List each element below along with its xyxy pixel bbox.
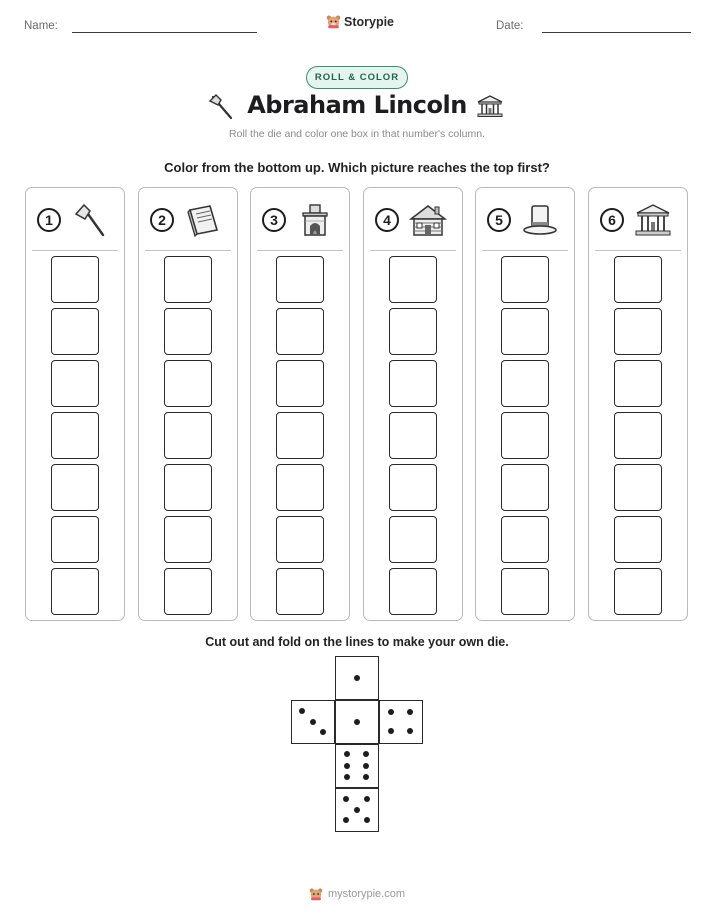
- dice-column-4: [363, 187, 463, 621]
- die-instruction: Cut out and fold on the lines to make your own die.: [205, 635, 509, 649]
- die-pip: [354, 719, 360, 725]
- color-box[interactable]: [164, 516, 212, 563]
- color-box[interactable]: [276, 256, 324, 303]
- color-box[interactable]: [164, 308, 212, 355]
- color-box[interactable]: [389, 256, 437, 303]
- dice-column-5: [475, 187, 575, 621]
- die-pip: [363, 763, 369, 769]
- color-box[interactable]: [276, 412, 324, 459]
- die-pip: [354, 807, 360, 813]
- die-pip: [343, 796, 349, 802]
- color-box[interactable]: [389, 412, 437, 459]
- color-box[interactable]: [389, 516, 437, 563]
- color-box[interactable]: [501, 464, 549, 511]
- color-box[interactable]: [51, 256, 99, 303]
- bear-mascot-icon: [309, 887, 323, 901]
- color-instruction: Color from the bottom up. Which picture reaches the top first?: [164, 160, 550, 175]
- die-pip: [299, 708, 305, 714]
- die-pip: [388, 728, 394, 734]
- column-number: 3: [262, 208, 286, 232]
- date-label: Date:: [496, 20, 524, 32]
- bear-mascot-icon: [326, 14, 341, 29]
- column-number: 4: [375, 208, 399, 232]
- column-header: [251, 188, 349, 251]
- die-face: [335, 788, 379, 832]
- die-face: [291, 700, 335, 744]
- die-face: [379, 700, 423, 744]
- color-box[interactable]: [164, 360, 212, 407]
- die-pip: [320, 729, 326, 735]
- die-pip: [363, 774, 369, 780]
- column-header: [26, 188, 124, 251]
- date-line[interactable]: [542, 32, 691, 33]
- log-cabin-icon: [409, 202, 447, 238]
- color-box[interactable]: [501, 412, 549, 459]
- die-pip: [364, 817, 370, 823]
- color-box[interactable]: [389, 360, 437, 407]
- color-box[interactable]: [51, 360, 99, 407]
- die-pip: [344, 763, 350, 769]
- color-box[interactable]: [51, 568, 99, 615]
- color-box[interactable]: [614, 360, 662, 407]
- color-box[interactable]: [501, 256, 549, 303]
- die-pip: [407, 728, 413, 734]
- dice-column-3: [250, 187, 350, 621]
- die-pip: [354, 675, 360, 681]
- die-face: [335, 744, 379, 788]
- color-box[interactable]: [164, 568, 212, 615]
- color-box[interactable]: [164, 412, 212, 459]
- die-pip: [343, 817, 349, 823]
- subtitle: Roll the die and color one box in that number's column.: [229, 128, 485, 140]
- die-pip: [364, 796, 370, 802]
- government-building-icon: [634, 202, 672, 238]
- brand-name: Storypie: [344, 14, 395, 29]
- die-face: [335, 656, 379, 700]
- color-box[interactable]: [276, 464, 324, 511]
- color-box[interactable]: [501, 360, 549, 407]
- color-box[interactable]: [276, 308, 324, 355]
- column-divider: [32, 250, 118, 251]
- footer-url[interactable]: mystorypie.com: [327, 888, 406, 900]
- color-box[interactable]: [614, 308, 662, 355]
- color-box[interactable]: [501, 308, 549, 355]
- column-number: 6: [600, 208, 624, 232]
- column-number: 2: [150, 208, 174, 232]
- column-header: [589, 188, 687, 251]
- color-box[interactable]: [164, 464, 212, 511]
- color-box[interactable]: [51, 464, 99, 511]
- roll-color-badge: ROLL & COLOR: [306, 66, 408, 89]
- column-divider: [370, 250, 456, 251]
- color-box[interactable]: [614, 412, 662, 459]
- color-box[interactable]: [389, 568, 437, 615]
- dice-column-2: [138, 187, 238, 621]
- page-title: Abraham Lincoln: [247, 91, 467, 119]
- top-hat-icon: [521, 202, 559, 238]
- color-box[interactable]: [501, 516, 549, 563]
- die-pip: [407, 709, 413, 715]
- color-box[interactable]: [614, 568, 662, 615]
- color-box[interactable]: [614, 464, 662, 511]
- brand-logo: [326, 14, 394, 29]
- color-box[interactable]: [51, 308, 99, 355]
- color-box[interactable]: [51, 516, 99, 563]
- name-label: Name:: [24, 20, 58, 32]
- color-box[interactable]: [164, 256, 212, 303]
- column-header: [364, 188, 462, 251]
- color-box[interactable]: [276, 568, 324, 615]
- color-box[interactable]: [389, 464, 437, 511]
- die-pip: [363, 751, 369, 757]
- dice-column-1: [25, 187, 125, 621]
- color-box[interactable]: [51, 412, 99, 459]
- footer: [0, 887, 714, 901]
- name-line[interactable]: [72, 32, 257, 33]
- fireplace-icon: [296, 202, 334, 238]
- dice-column-6: [588, 187, 688, 621]
- die-face: [335, 700, 379, 744]
- column-number: 1: [37, 208, 61, 232]
- die-pip: [344, 774, 350, 780]
- column-divider: [145, 250, 231, 251]
- column-number: 5: [487, 208, 511, 232]
- color-box[interactable]: [501, 568, 549, 615]
- column-header: [476, 188, 574, 251]
- die-pip: [310, 719, 316, 725]
- book-icon: [184, 202, 222, 238]
- color-box[interactable]: [276, 360, 324, 407]
- die-pip: [388, 709, 394, 715]
- column-header: [139, 188, 237, 251]
- column-divider: [595, 250, 681, 251]
- government-building-icon: [476, 94, 504, 118]
- color-box[interactable]: [614, 256, 662, 303]
- column-divider: [257, 250, 343, 251]
- column-divider: [482, 250, 568, 251]
- color-box[interactable]: [614, 516, 662, 563]
- color-box[interactable]: [389, 308, 437, 355]
- die-pip: [344, 751, 350, 757]
- color-box[interactable]: [276, 516, 324, 563]
- axe-icon: [71, 202, 109, 238]
